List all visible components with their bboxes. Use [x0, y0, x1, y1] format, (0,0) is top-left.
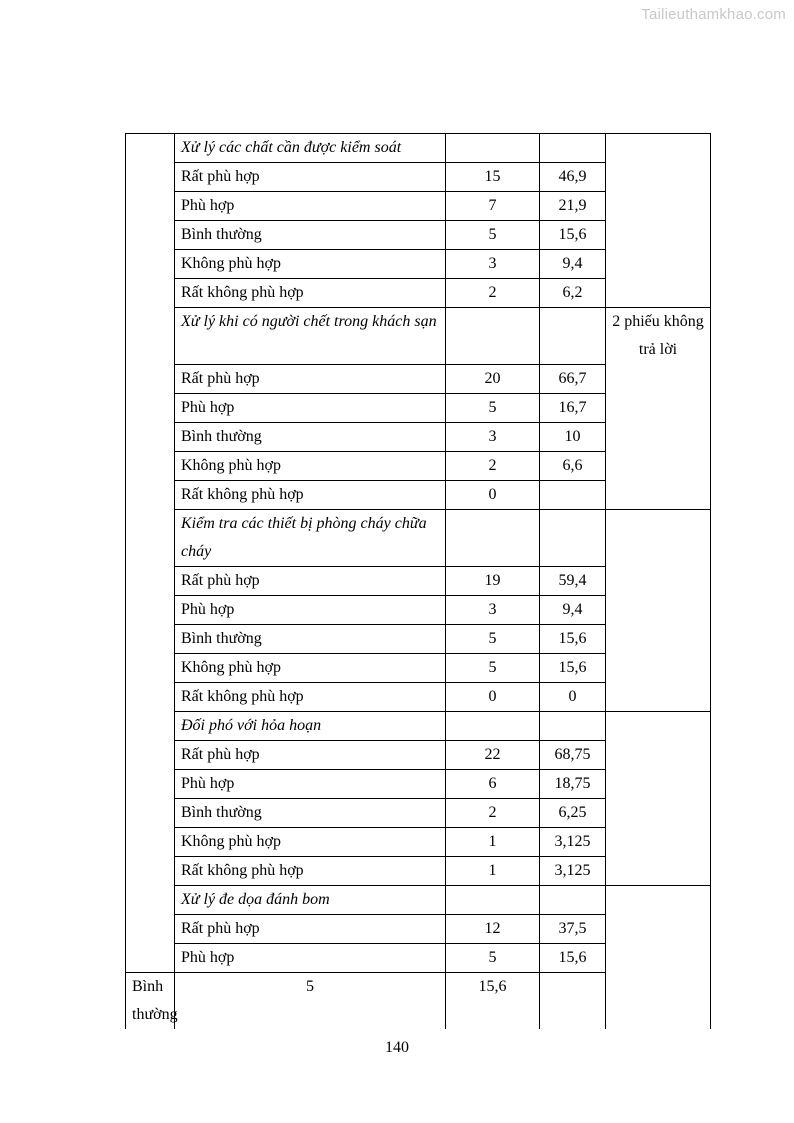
empty-first-column	[126, 134, 175, 973]
row-percent: 21,9	[540, 192, 606, 221]
row-percent: 15,6	[446, 973, 540, 1030]
row-percent: 3,125	[540, 857, 606, 886]
row-percent: 6,2	[540, 279, 606, 308]
row-label: Rất không phù hợp	[175, 683, 446, 712]
row-percent: 59,4	[540, 567, 606, 596]
row-percent: 6,6	[540, 452, 606, 481]
row-count: 5	[446, 221, 540, 250]
row-count: 5	[446, 944, 540, 973]
row-percent: 15,6	[540, 221, 606, 250]
row-count: 1	[446, 857, 540, 886]
row-percent: 6,25	[540, 799, 606, 828]
section-title: Xử lý đe dọa đánh bom	[175, 886, 446, 915]
row-label: Không phù hợp	[175, 654, 446, 683]
table-row	[126, 886, 711, 915]
row-label: Bình thường	[175, 625, 446, 654]
row-percent: 16,7	[540, 394, 606, 423]
row-label: Phù hợp	[175, 192, 446, 221]
row-label: Rất phù hợp	[175, 365, 446, 394]
row-label: Phù hợp	[175, 770, 446, 799]
row-percent: 46,9	[540, 163, 606, 192]
section-title: Xử lý khi có người chết trong khách sạn	[175, 308, 446, 365]
row-label: Phù hợp	[175, 596, 446, 625]
row-count: 1	[446, 828, 540, 857]
row-count: 5	[446, 654, 540, 683]
row-count: 3	[446, 596, 540, 625]
no-answer-note: 2 phiếu không trả lời	[606, 308, 711, 510]
row-percent: 68,75	[540, 741, 606, 770]
row-percent: 9,4	[540, 596, 606, 625]
row-percent: 15,6	[540, 654, 606, 683]
page-number: 140	[385, 1039, 409, 1056]
row-count: 5	[175, 973, 446, 1030]
note-cell	[606, 510, 711, 712]
row-percent: 18,75	[540, 770, 606, 799]
row-percent: 3,125	[540, 828, 606, 857]
row-count: 6	[446, 770, 540, 799]
row-percent: 37,5	[540, 915, 606, 944]
row-label: Rất không phù hợp	[175, 857, 446, 886]
table-row	[126, 510, 711, 567]
row-percent	[540, 481, 606, 510]
row-percent: 9,4	[540, 250, 606, 279]
row-label: Phù hợp	[175, 394, 446, 423]
row-label: Không phù hợp	[175, 828, 446, 857]
row-label: Không phù hợp	[175, 250, 446, 279]
row-count: 15	[446, 163, 540, 192]
row-count: 5	[446, 625, 540, 654]
note-cell	[606, 712, 711, 886]
row-count: 7	[446, 192, 540, 221]
row-label: Phù hợp	[175, 944, 446, 973]
row-count: 0	[446, 481, 540, 510]
row-count: 2	[446, 279, 540, 308]
section-title: Xử lý các chất cần được kiểm soát	[175, 134, 446, 163]
section-title: Đối phó với hỏa hoạn	[175, 712, 446, 741]
row-label: Bình thường	[175, 799, 446, 828]
row-percent: 10	[540, 423, 606, 452]
row-percent: 15,6	[540, 944, 606, 973]
note-cell	[606, 134, 711, 308]
survey-results-table	[125, 133, 711, 1029]
row-percent: 66,7	[540, 365, 606, 394]
row-label: Rất không phù hợp	[175, 481, 446, 510]
note-cell	[606, 886, 711, 1030]
row-count: 22	[446, 741, 540, 770]
watermark-text: Tailieuthamkhao.com	[641, 6, 786, 23]
row-label: Rất không phù hợp	[175, 279, 446, 308]
row-label: Không phù hợp	[175, 452, 446, 481]
row-label: Rất phù hợp	[175, 567, 446, 596]
row-count: 19	[446, 567, 540, 596]
row-label: Bình thường	[175, 423, 446, 452]
row-label: Rất phù hợp	[175, 163, 446, 192]
table-row	[126, 308, 711, 365]
row-count: 2	[446, 799, 540, 828]
section-title: Kiểm tra các thiết bị phòng cháy chữa cháy	[175, 510, 446, 567]
row-count: 2	[446, 452, 540, 481]
row-label: Rất phù hợp	[175, 915, 446, 944]
row-count: 0	[446, 683, 540, 712]
table-row	[126, 712, 711, 741]
row-count: 20	[446, 365, 540, 394]
row-label: Rất phù hợp	[175, 741, 446, 770]
row-count: 12	[446, 915, 540, 944]
row-count: 5	[446, 394, 540, 423]
row-percent: 15,6	[540, 625, 606, 654]
row-count: 3	[446, 250, 540, 279]
row-percent: 0	[540, 683, 606, 712]
row-label: Bình thường	[175, 221, 446, 250]
table-row	[126, 134, 711, 163]
row-count: 3	[446, 423, 540, 452]
row-label: Bình thường	[126, 973, 175, 1030]
